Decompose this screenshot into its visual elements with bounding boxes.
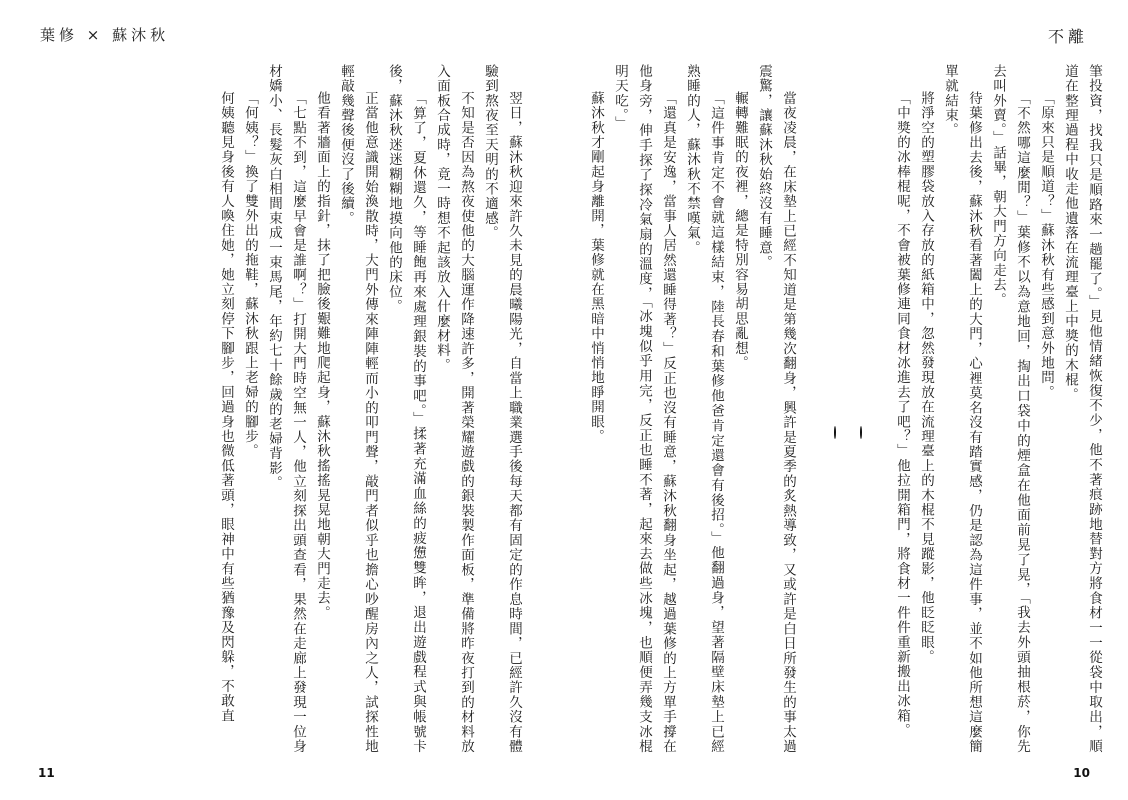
paragraph: 不知是否因為熬夜使他的大腦運作降速許多，開著榮耀遊戲的銀裝製作面板，準備將昨夜打到的材料放入面板合成時，竟一時想不起該放入什麼材料。 (434, 64, 474, 754)
paragraph: 何姨聽見身後有人喚住她，她立刻停下腳步，回過身也微低著頭，眼神中有些猶豫及閃躲，不敢直 (218, 91, 234, 724)
running-header-title: 葉修 × 蘇沐秋 (40, 26, 170, 44)
paragraph: 他看著牆面上的指針，抹了把臉後艱難地爬起身，蘇沐秋搖搖晃晃地朝大門走去。 (314, 91, 330, 621)
left-page-body (26, 64, 526, 754)
paragraph: 翌日，蘇沐秋迎來許久未見的晨曦陽光，自當上職業選手後每天都有固定的作息時間，已經許久沒有體驗到熬夜至天明的不適感。 (482, 64, 522, 754)
page-number-left: 11 (38, 766, 55, 780)
paragraph: 「中獎的冰棒棍呢，不會被葉修連同食材冰進去了吧？」他拉開箱門，將食材一件件重新搬出冰箱。 (894, 91, 910, 738)
paragraph: 「不然哪這麼閒？」葉修不以為意地回，掏出口袋中的煙盒在他面前晃了晃，「我去外頭抽根菸，你先去叫外賣。」話畢，朝大門方向走去。 (990, 64, 1030, 754)
paragraph: 筆投資，找我只是順路來一趟罷了。」見他情緒恢復不少，他不著痕跡地替對方將食材一一從袋中取出，順道在整理過程中收走他遺落在流理臺上中獎的木棍。 (1062, 64, 1102, 754)
paragraph: 蘇沐秋才剛起身離開，葉修就在黑暗中悄悄地睜開眼。 (588, 91, 604, 444)
paragraph: 「還真是安逸，當事人居然還睡得著？」反正也沒有睡意，蘇沐秋翻身坐起，越過葉修的上方單手撐在他身旁，伸手探了探冷氣扇的溫度，「冰塊似乎用完，反正也睡不著，起來去做些冰塊，也順便弄幾支冰棍明天吃。」 (612, 64, 676, 754)
right-page (564, 0, 1128, 800)
chapter-title: 不離 (1047, 27, 1088, 46)
paragraph: 「算了，夏休還久，等睡飽再來處理銀裝的事吧。」揉著充滿血絲的疲憊雙眸，退出遊戲程式與帳號卡後，蘇沐秋迷迷糊糊地摸向他的床位。 (386, 64, 426, 754)
paragraph: 「原來只是順道？」蘇沐秋有些感到意外地問。 (1038, 91, 1054, 400)
paragraph: 「這件事肯定不會就這樣結束，陸長春和葉修他爸肯定還會有後招。」他翻過身，望著隔壁床墊上已經熟睡的人，蘇沐秋不禁嘆氣。 (684, 64, 724, 754)
open-circle-icon (860, 426, 862, 439)
paragraph: 正當他意識開始渙散時，大門外傳來陣陣輕而小的叩門聲，敲門者似乎也擔心吵醒房內之人，試探性地輕敲幾聲後便沒了後續。 (338, 64, 378, 754)
paragraph: 「七點不到，這麼早會是誰啊？」打開大門時空無一人，他立刻探出頭查看，果然在走廊上發現一位身材嬌小、長髮灰白相間束成一束馬尾，年約七十餘歲的老婦背影。 (266, 64, 306, 754)
right-page-body (586, 64, 1106, 754)
page-number-right: 10 (1073, 766, 1090, 780)
paragraph: 當夜凌晨，在床墊上已經不知道是第幾次翻身，興許是夏季的炙熱導致，又或許是白日所發生的事太過震驚，讓蘇沐秋始終沒有睡意。 (756, 64, 796, 754)
open-circle-icon (834, 426, 836, 439)
paragraph: 「何姨？」換了雙外出的拖鞋，蘇沐秋跟上老婦的腳步。 (242, 91, 258, 459)
paragraph: 待葉修出去後，蘇沐秋看著闔上的大門，心裡莫名沒有踏實感，仍是認為這件事，並不如他所想這麼簡單就結束。 (942, 64, 982, 754)
scene-break-ornament (832, 64, 862, 754)
paragraph: 輾轉難眠的夜裡，總是特別容易胡思亂想。 (732, 91, 748, 371)
paragraph: 將淨空的塑膠袋放入存放的紙箱中，忽然發現放在流理臺上的木棍不見蹤影，他眨眨眼。 (918, 91, 934, 665)
